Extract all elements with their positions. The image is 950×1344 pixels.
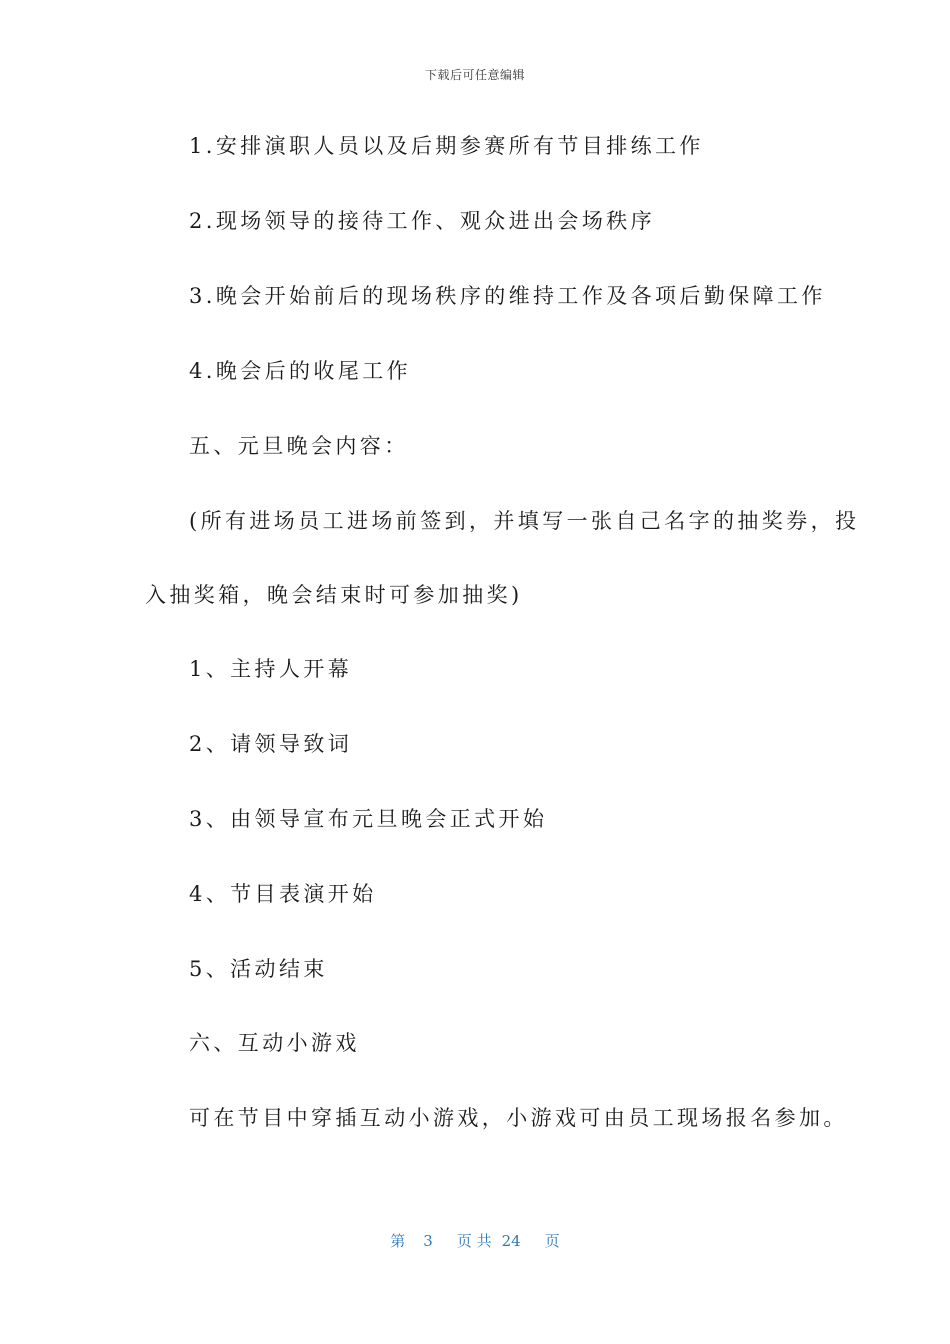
footer-suffix: 页 — [544, 1232, 560, 1250]
page-header-note: 下载后可任意编辑 — [424, 68, 525, 82]
section-heading-6: 六、互动小游戏 — [189, 1031, 360, 1055]
list-item-1: 1、主持人开幕 — [189, 657, 353, 681]
list-item-5: 5、活动结束 — [189, 957, 328, 981]
body-line-2: 2.现场领导的接待工作、观众进出会场秩序 — [189, 209, 656, 233]
body-line-7: 入抽奖箱，晚会结束时可参加抽奖) — [145, 583, 523, 607]
body-line-14: 可在节目中穿插互动小游戏，小游戏可由员工现场报名参加。 — [189, 1106, 848, 1130]
body-line-1: 1.安排演职人员以及后期参赛所有节目排练工作 — [189, 134, 704, 158]
page-number-footer — [0, 1230, 950, 1251]
footer-current-page: 3 — [423, 1232, 433, 1250]
section-heading-5: 五、元旦晚会内容： — [189, 434, 409, 458]
footer-middle: 页 共 — [456, 1232, 492, 1250]
footer-prefix: 第 — [390, 1232, 406, 1250]
list-item-3: 3、由领导宣布元旦晚会正式开始 — [189, 807, 548, 831]
body-line-3: 3.晚会开始前后的现场秩序的维持工作及各项后勤保障工作 — [189, 284, 826, 308]
list-item-2: 2、请领导致词 — [189, 732, 353, 756]
list-item-4: 4、节目表演开始 — [189, 882, 377, 906]
body-line-4: 4.晚会后的收尾工作 — [189, 359, 412, 383]
body-line-6: (所有进场员工进场前签到，并填写一张自己名字的抽奖券，投 — [189, 509, 860, 533]
footer-total-pages: 24 — [501, 1232, 521, 1250]
